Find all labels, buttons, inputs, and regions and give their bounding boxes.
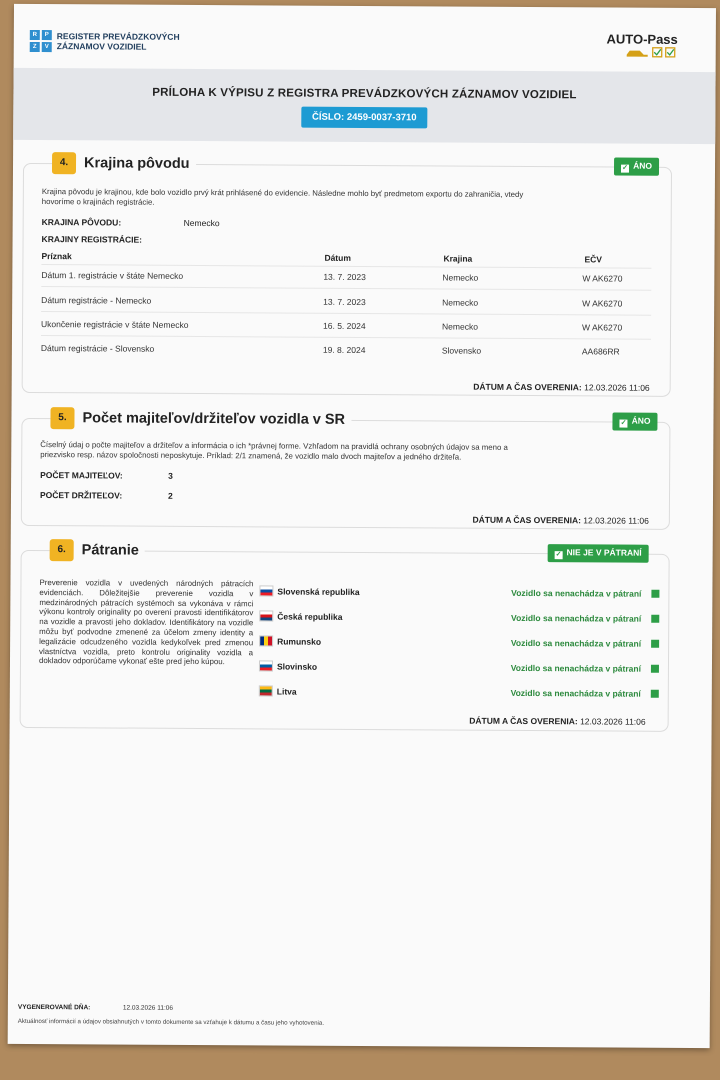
divider	[41, 286, 651, 291]
country-name: Rumunsko	[277, 636, 322, 647]
section-origin-country	[22, 155, 672, 397]
column-header: Krajina	[443, 253, 473, 264]
section-search	[20, 542, 670, 732]
owners-label: POČET MAJITEĽOV:	[40, 470, 123, 481]
footer-note: Aktuálnosť informácií a údajov obsiahnutých v tomto dokumente sa vzťahuje k dátumu a času jeho vyhotovenia.	[17, 1017, 325, 1027]
check-icon: ✓	[620, 419, 627, 427]
verify-value: 12.03.2026 11:06	[580, 716, 646, 727]
flag-icon	[259, 610, 273, 621]
verify-label: DÁTUM A ČAS OVERENIA:	[469, 715, 578, 727]
search-status: Vozidlo sa nenachádza v pátraní	[511, 587, 642, 599]
verify-label: DÁTUM A ČAS OVERENIA:	[472, 514, 581, 526]
column-header: EČV	[584, 254, 602, 265]
table-cell: 16. 5. 2024	[323, 320, 366, 332]
autopass-brand: AUTO-Pass	[606, 31, 678, 47]
status-badge	[614, 158, 659, 176]
flag-icon	[259, 660, 273, 671]
description-line: priezvisko resp. názov spoločnosti neposkytuje. Príklad: 2/1 znamená, že vozidlo malo dvoch majiteľov a jedného držiteľa.	[40, 450, 462, 462]
section-title: Pátranie	[81, 542, 139, 559]
check-icon	[651, 590, 659, 598]
autopass-logo	[606, 31, 677, 61]
holders-value: 2	[167, 490, 173, 501]
section-header	[50, 539, 145, 562]
section-number: 5.	[50, 407, 74, 429]
country-name: Slovinsko	[276, 661, 318, 672]
description-line: Číselný údaj o počte majiteľov a držiteľov a informácia o ich *právnej forme. Vzhľadom na pravidlá ochrany osobných údajov sa meno a	[40, 440, 508, 452]
table-row	[41, 319, 641, 333]
check-icon	[651, 640, 659, 648]
country-row	[259, 661, 659, 674]
logo-letter: P	[42, 30, 52, 40]
logo-letter: R	[30, 30, 40, 40]
status-badge	[613, 413, 658, 431]
divider	[41, 335, 651, 340]
car-checkbox-icon	[626, 47, 678, 59]
search-status: Vozidlo sa nenachádza v pátraní	[510, 687, 641, 699]
table-cell: Nemecko	[442, 272, 479, 283]
verify-value: 12.03.2026 11:06	[583, 515, 649, 526]
table-cell: Dátum registrácie - Slovensko	[40, 343, 155, 354]
verify-value: 12.03.2026 11:06	[584, 382, 650, 393]
section-header	[52, 152, 196, 175]
section-title: Počet majiteľov/držiteľov vozidla v SR	[82, 410, 346, 428]
verification-timestamp	[469, 716, 645, 727]
title-banner	[13, 68, 715, 144]
flag-icon	[259, 585, 273, 596]
section-title: Krajina pôvodu	[83, 155, 190, 172]
country-name: Litva	[276, 686, 297, 697]
table-cell: 13. 7. 2023	[323, 296, 366, 308]
country-row	[259, 686, 659, 699]
check-icon	[651, 615, 659, 623]
logo-letter: Z	[30, 42, 40, 52]
search-status: Vozidlo sa nenachádza v pátraní	[510, 662, 641, 674]
section-description	[40, 440, 508, 463]
logo-letter: V	[42, 42, 52, 52]
table-header	[41, 251, 641, 265]
badge-label: NIE JE V PÁTRANÍ	[566, 547, 642, 558]
table-cell: W AK6270	[582, 322, 623, 333]
section-description: Preverenie vozidla v uvedených národných pátracích evidenciách. Dôležitejšie preverenie vozidla v medzinárodných pátracích systémoch sa vykonáva v rámci výkonu kontroly originality po overení pravosti identifikátorov na vozidle a pravosti jeho dokladov. Identifikátory na vozidle môžu byť podvodne zmenené za účelom zmeny identity a legalizácie odcudzeného vozidla kedykoľvek pred zmenou vlastníctva vozidla, preto kontrolu originality vozidla a dokladov odporúčame vykonať ešte pred jeho kúpou.	[38, 578, 254, 667]
description-line: Krajina pôvodu je krajinou, kde bolo vozidlo prvý krát prihlásené do evidencie. Následne mohlo byť predmetom exportu do zahraničia, vtedy	[41, 187, 524, 199]
column-header: Dátum	[324, 252, 351, 263]
check-icon	[651, 665, 659, 673]
column-header: Príznak	[41, 251, 72, 262]
logo-line1: REGISTER PREVÁDZKOVÝCH	[56, 31, 180, 42]
table-cell: W AK6270	[582, 298, 623, 309]
table-row	[41, 295, 641, 309]
section-owner-count	[21, 410, 671, 530]
document-title: PRÍLOHA K VÝPISU Z REGISTRA PREVÁDZKOVÝCH ZÁZNAMOV VOZIDIEL	[152, 86, 577, 102]
verify-label: DÁTUM A ČAS OVERENIA:	[473, 381, 582, 393]
table-row	[41, 270, 641, 284]
generated-value: 12.03.2026 11:06	[122, 1004, 174, 1012]
table-cell: Ukončenie registrácie v štáte Nemecko	[41, 319, 189, 330]
logo-mark	[30, 30, 52, 52]
divider	[41, 264, 651, 269]
document-number: ČÍSLO: 2459-0037-3710	[301, 107, 428, 129]
table-cell: W AK6270	[582, 273, 623, 284]
registration-label: KRAJINY REGISTRÁCIE:	[41, 234, 143, 245]
table-row	[40, 343, 641, 357]
country-name: Slovenská republika	[277, 586, 360, 597]
search-status: Vozidlo sa nenachádza v pátraní	[510, 637, 642, 649]
country-name: Česká republika	[277, 611, 343, 622]
description-line: hovoríme o krajinách registrácie.	[41, 197, 155, 207]
table-cell: Slovensko	[441, 345, 482, 356]
owners-value: 3	[168, 470, 173, 481]
check-icon: ✓	[622, 164, 629, 172]
table-cell: 13. 7. 2023	[323, 271, 366, 283]
country-row	[259, 586, 659, 599]
autopass-car-icon	[606, 46, 677, 61]
check-icon	[651, 690, 659, 698]
table-cell: AA686RR	[581, 346, 620, 357]
country-row	[259, 636, 659, 649]
section-number: 4.	[52, 152, 76, 174]
table-cell: Nemecko	[442, 297, 479, 308]
logo-text	[57, 31, 180, 52]
table-cell: 19. 8. 2024	[322, 344, 366, 356]
origin-label: KRAJINA PÔVODU:	[41, 217, 122, 228]
flag-icon	[259, 635, 273, 646]
table-cell: Dátum registrácie - Nemecko	[41, 295, 152, 306]
origin-value: Nemecko	[183, 217, 220, 229]
generated-label: VYGENEROVANÉ DŇA:	[17, 1003, 91, 1012]
flag-icon	[259, 685, 273, 696]
document-page	[8, 4, 716, 1048]
section-header	[50, 407, 351, 431]
check-icon: ✓	[555, 551, 562, 559]
status-badge	[547, 544, 648, 563]
logo-line2: ZÁZNAMOV VOZIDIEL	[56, 41, 147, 52]
section-description	[42, 187, 524, 210]
badge-label: ÁNO	[631, 415, 651, 426]
table-cell: Dátum 1. registrácie v štáte Nemecko	[41, 270, 184, 281]
holders-label: POČET DRŽITEĽOV:	[39, 490, 123, 501]
table-cell: Nemecko	[442, 321, 478, 332]
verification-timestamp	[473, 382, 649, 393]
section-number: 6.	[50, 539, 74, 561]
search-status: Vozidlo sa nenachádza v pátraní	[511, 612, 642, 624]
divider	[41, 311, 651, 316]
rpzv-logo	[30, 30, 180, 53]
country-row	[259, 611, 659, 624]
badge-label: ÁNO	[633, 160, 653, 171]
verification-timestamp	[472, 515, 648, 526]
